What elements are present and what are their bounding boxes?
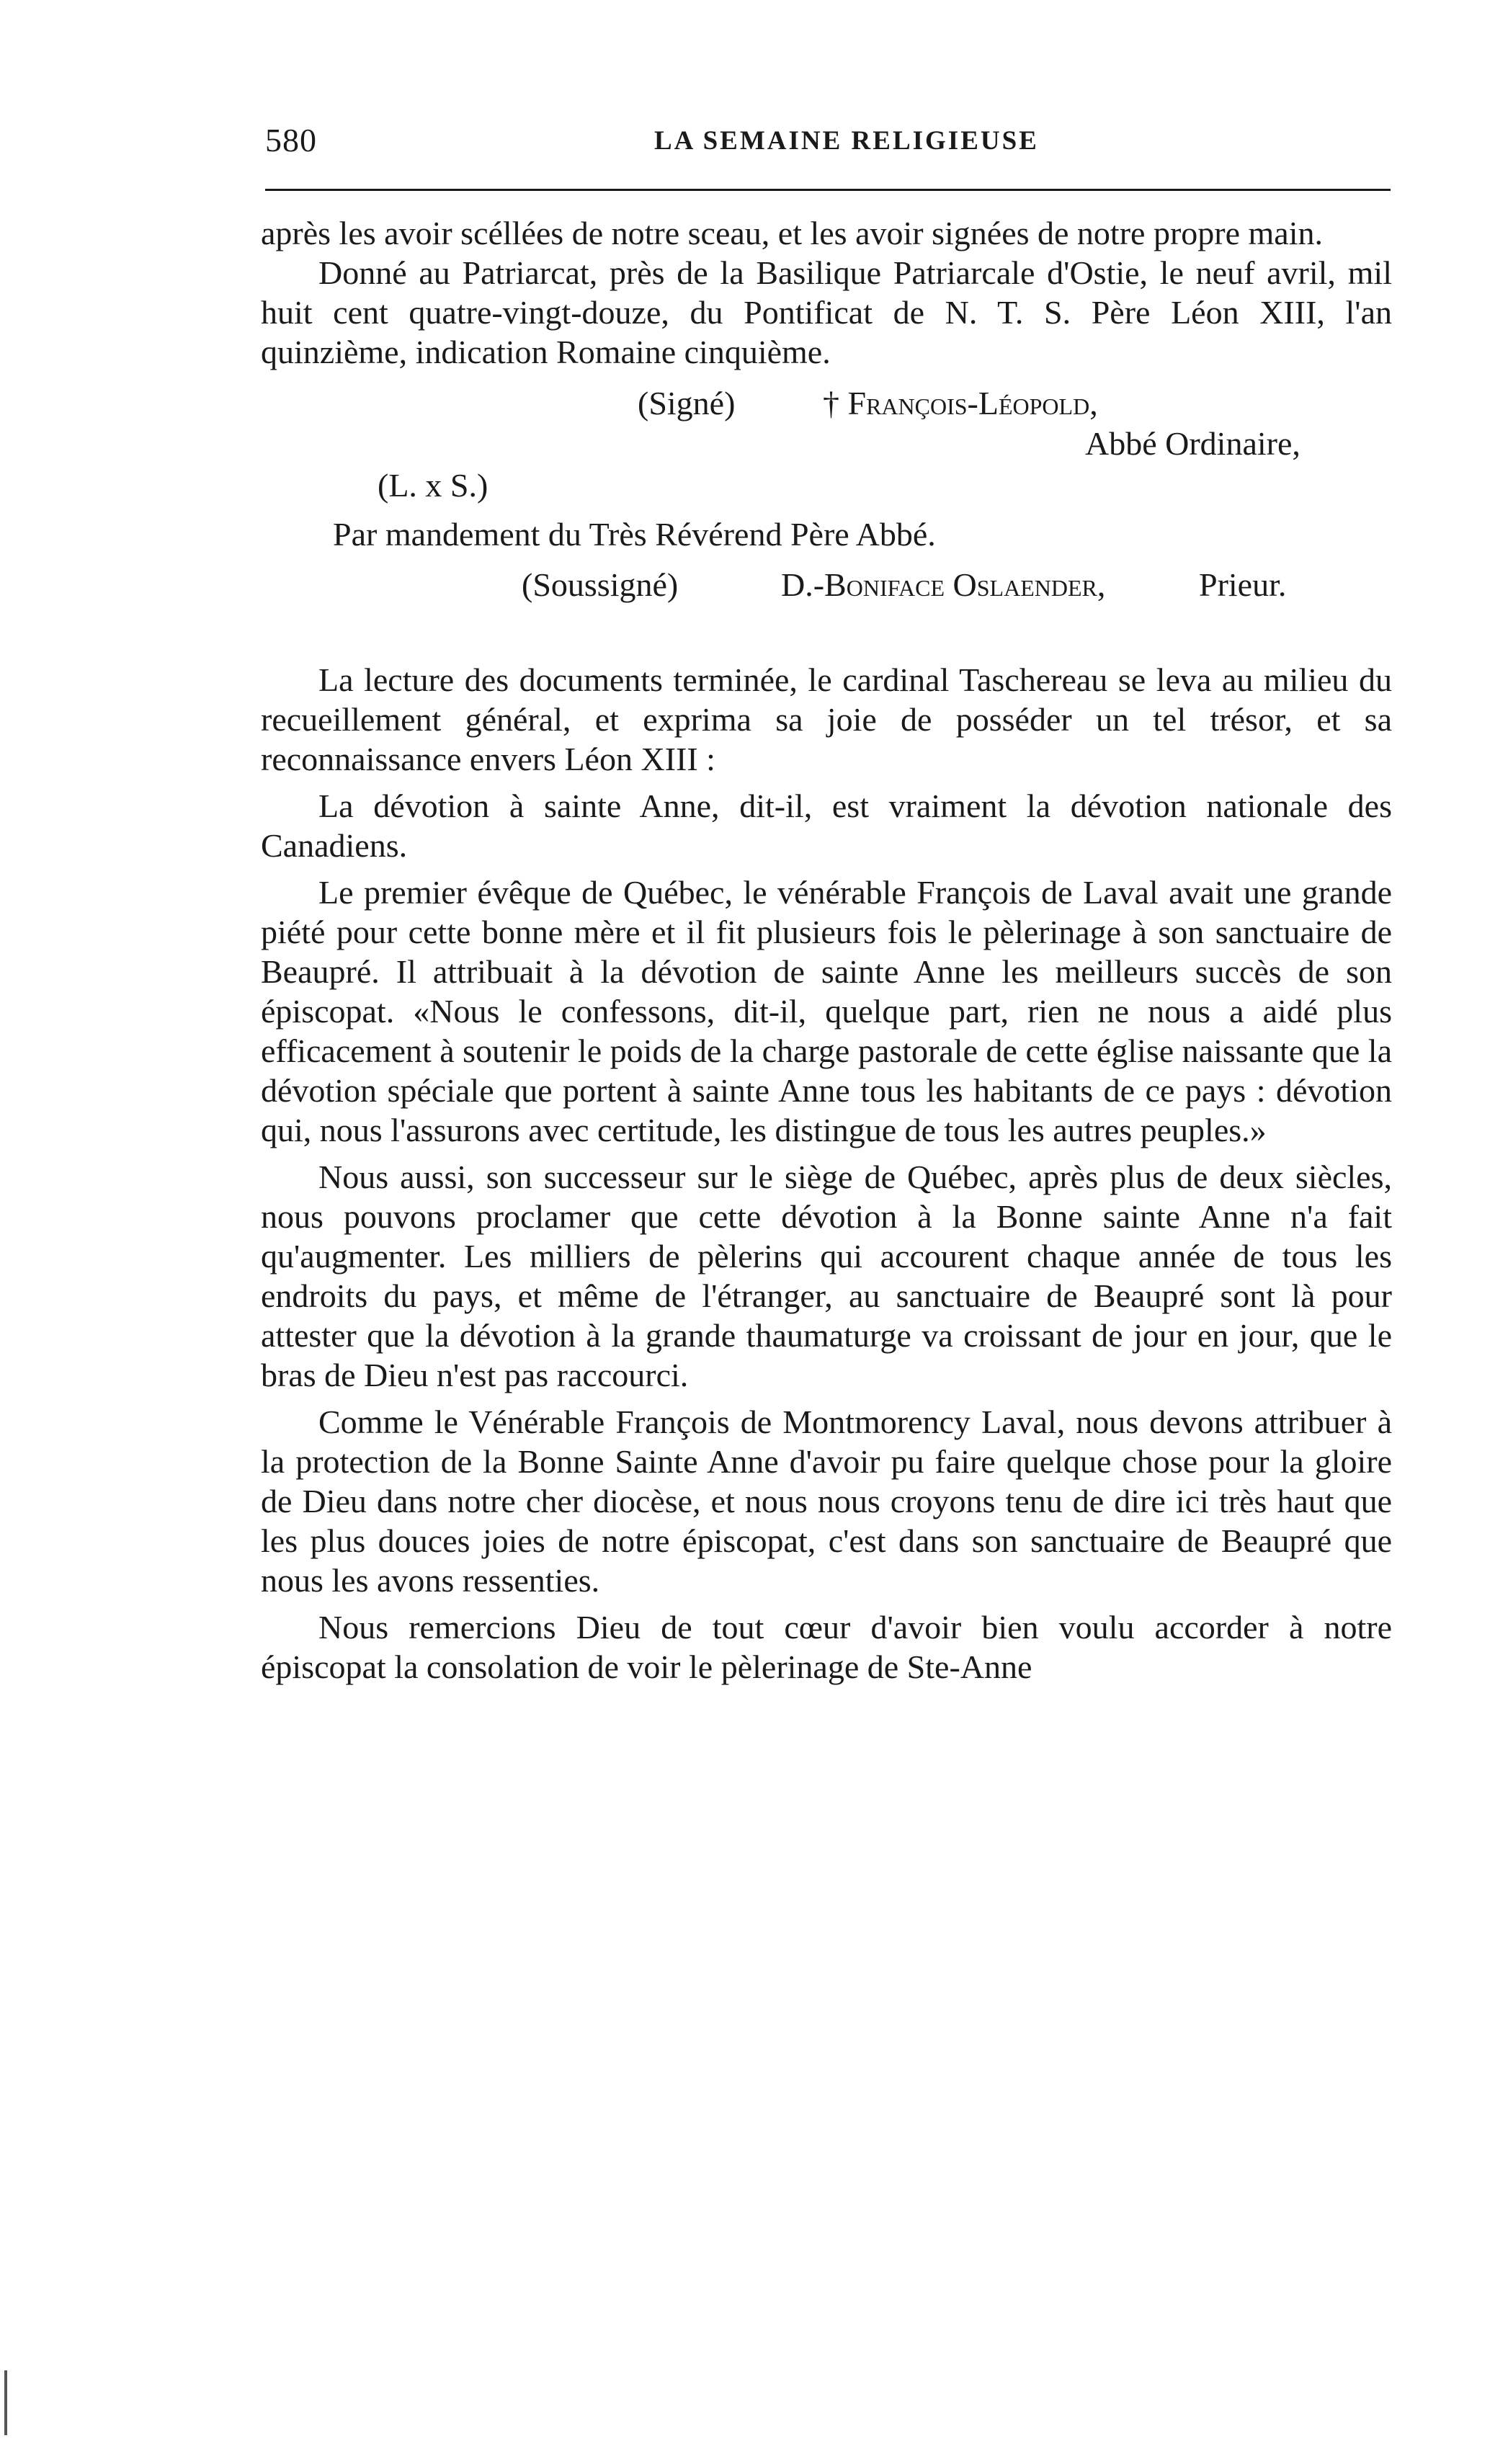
paragraph-4: La dévotion à sainte Anne, dit-il, est vraiment la dévotion nationale des Canadiens. — [261, 787, 1392, 864]
mandate-line: Par mandement du Très Révérend Père Abbé. — [333, 516, 936, 553]
running-title: LA SEMAINE RELIGIEUSE — [654, 126, 1039, 156]
paragraph-1: après les avoir scéllées de notre sceau, et les avoir signées de notre propre main. — [261, 215, 1323, 251]
soussigne-label: (Soussigné) — [522, 566, 679, 603]
page-number: 580 — [265, 122, 317, 159]
paragraph-5: Le premier évêque de Québec, le vénérable François de Laval avait une grande piété pour cette bonne mère et il fit plusieurs fois le pèlerinage à son sanctuaire de Beaupré. Il attribuait à la dévotion de sainte Anne les meilleurs succès de son épiscopat. «Nous le confessons, dit-il, quelque part, rien ne nous a aidé plus efficacement à soutenir le poids de la charge pastorale de cette église naissante que la dévotion spéciale que portent à sainte Anne tous les habitants de ce pays : dévotion qui, nous l'assurons avec certitude, les distingue de tous les autres peuples.» — [261, 874, 1392, 1148]
signer-name: † François-Léopold, — [823, 385, 1098, 421]
signe-label: (Signé) — [638, 385, 736, 421]
signer-title: Abbé Ordinaire, — [1085, 425, 1300, 462]
countersigner-name: D.-Boniface Oslaender, — [781, 566, 1106, 603]
paragraph-8: Nous remercions Dieu de tout cœur d'avoir bien voulu accorder à notre épiscopat la consolation de voir le pèlerinage de Ste-Anne — [261, 1609, 1392, 1685]
countersigner-title: Prieur. — [1199, 566, 1287, 603]
paragraph-2: Donné au Patriarcat, près de la Basilique Patriarcale d'Ostie, le neuf avril, mil huit cent quatre-vingt-douze, du Pontificat de N. T. S. Père Léon XIII, l'an quinzième, indication Romaine cinquième. — [261, 254, 1392, 370]
scan-edge-mark — [4, 2370, 7, 2435]
header-rule — [265, 189, 1391, 191]
paragraph-6: Nous aussi, son successeur sur le siège de Québec, après plus de deux siècles, nous pouvons proclamer que cette dévotion à la Bonne sainte Anne n'a fait qu'augmenter. Les milliers de pèlerins qui accourent chaque année de tous les endroits du pays, et même de l'étranger, au sanctuaire de Beaupré sont là pour attester que la dévotion à la grande thaumaturge va croissant de jour en jour, que le bras de Dieu n'est pas raccourci. — [261, 1159, 1392, 1393]
page-header — [265, 121, 1389, 164]
signature-block — [261, 372, 1392, 660]
seal-mark: (L. x S.) — [378, 467, 488, 504]
body-text — [261, 213, 1392, 1687]
paragraph-7: Comme le Vénérable François de Montmorency Laval, nous devons attribuer à la protection de la Bonne Sainte Anne d'avoir pu faire quelque chose pour la gloire de Dieu dans notre cher diocèse, et nous nous croyons tenu de dire ici très haut que les plus douces joies de notre épiscopat, c'est dans son sanctuaire de Beaupré que nous les avons ressenties. — [261, 1403, 1392, 1599]
paragraph-3: La lecture des documents terminée, le cardinal Taschereau se leva au milieu du recueillement général, et exprima sa joie de posséder un tel trésor, et sa reconnaissance envers Léon XIII : — [261, 661, 1392, 777]
